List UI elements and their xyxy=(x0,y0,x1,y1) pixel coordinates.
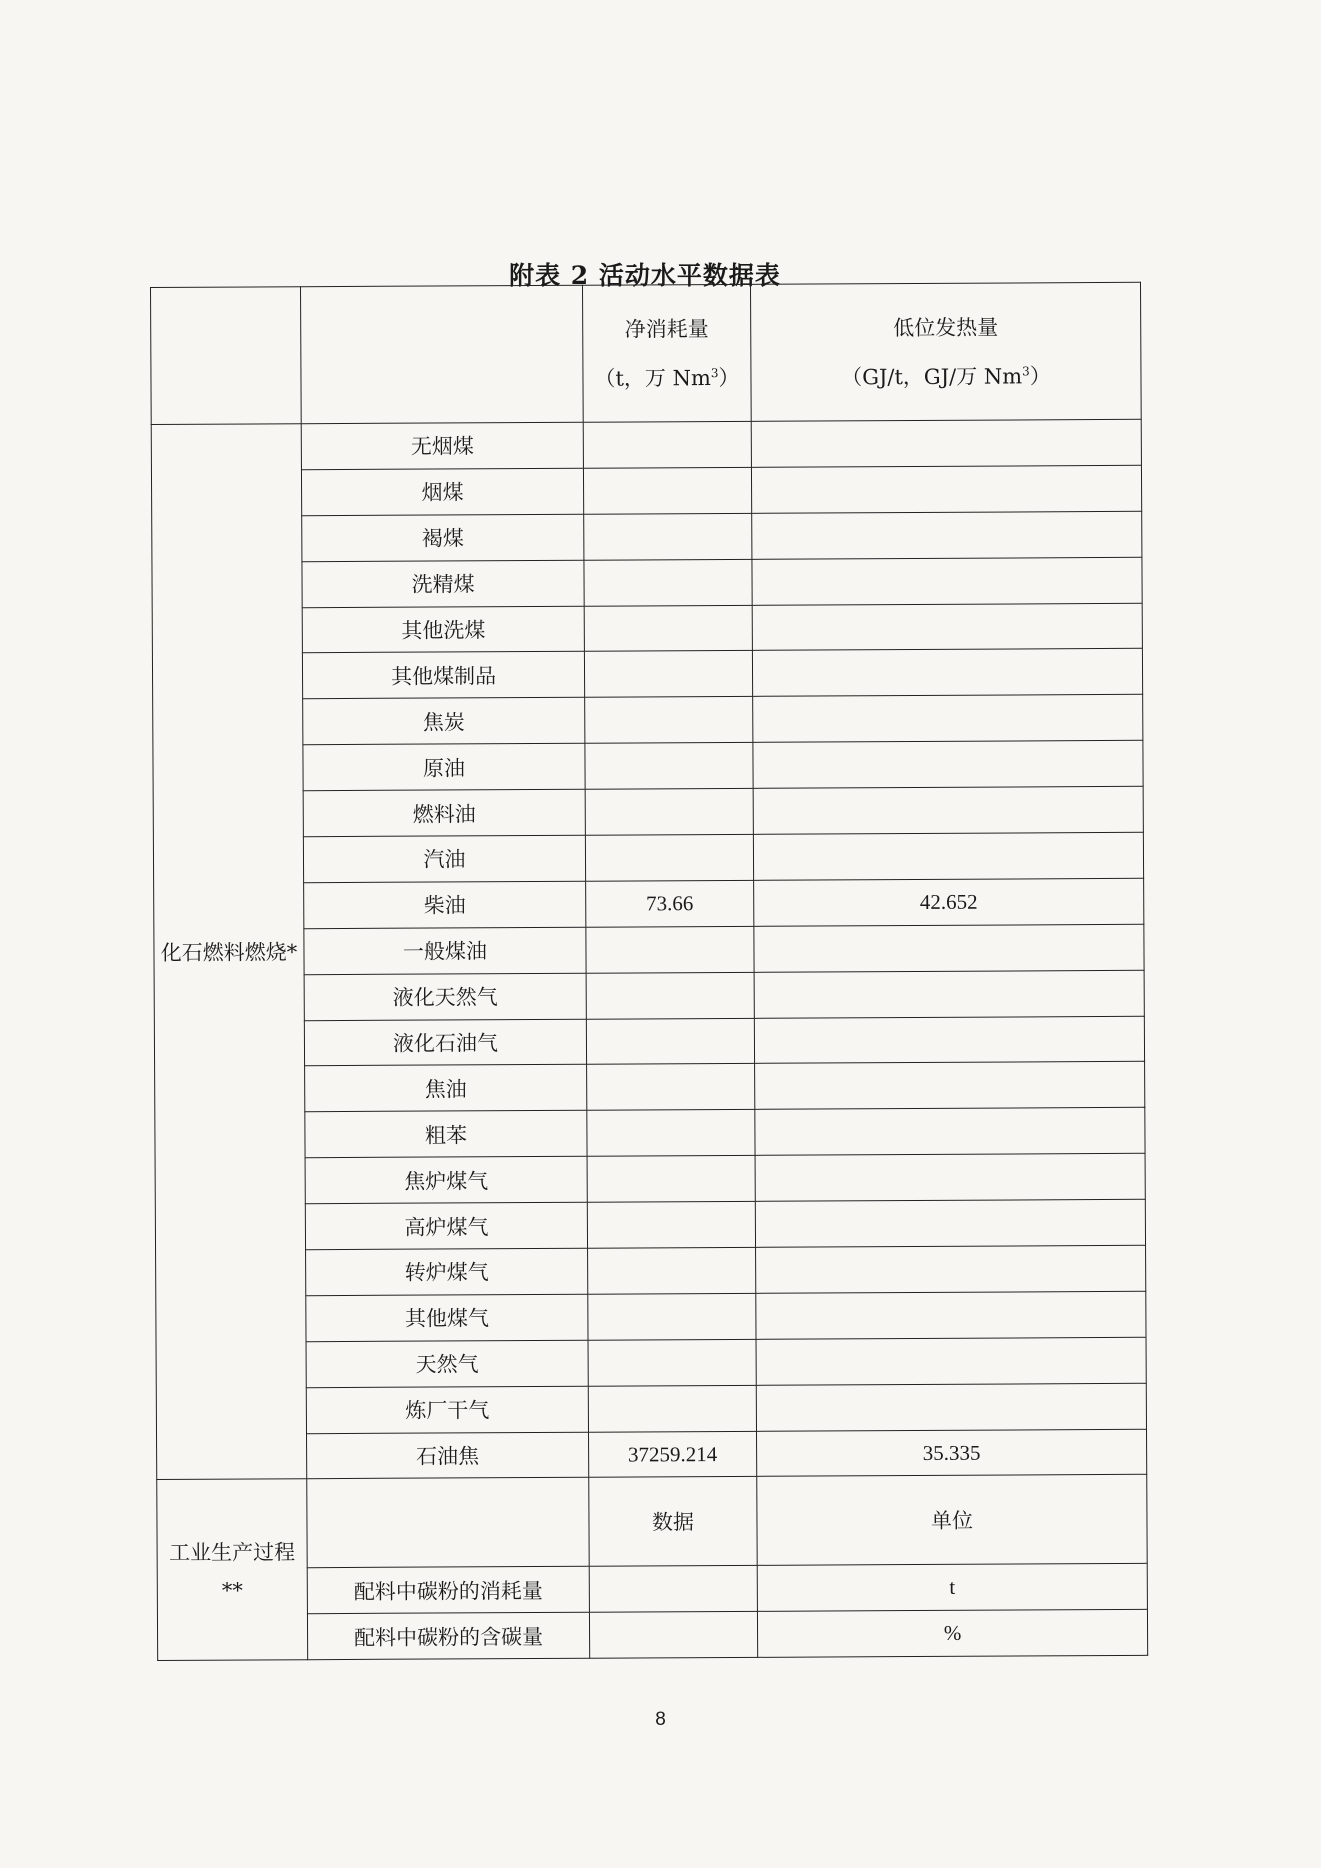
heat-value-cell xyxy=(756,1245,1146,1293)
table-row xyxy=(151,419,1141,470)
fuel-name-cell: 汽油 xyxy=(303,835,585,882)
heat-value-cell xyxy=(755,1108,1145,1156)
heat-value-cell xyxy=(756,1383,1146,1431)
consumption-cell xyxy=(588,1385,756,1432)
fuel-name-cell: 焦炭 xyxy=(303,698,585,745)
page-number: 8 xyxy=(655,1709,666,1730)
heat-value-cell xyxy=(752,603,1142,651)
consumption-cell xyxy=(585,834,753,881)
heat-value-cell xyxy=(756,1291,1146,1339)
heat-value-cell xyxy=(755,1062,1145,1110)
consumption-cell xyxy=(584,605,752,652)
fuel-name-cell: 柴油 xyxy=(304,881,586,928)
consumption-cell xyxy=(587,1201,755,1248)
fuel-name-cell: 焦油 xyxy=(305,1065,587,1112)
consumption-cell xyxy=(585,788,753,835)
consumption-unit-text: （t，万 Nm xyxy=(594,365,711,391)
fuel-name-cell: 焦炉煤气 xyxy=(305,1156,587,1203)
header-consumption-label: 净消耗量 xyxy=(624,316,709,342)
heat-value-cell xyxy=(753,695,1143,743)
industrial-header-unit: 单位 xyxy=(757,1475,1147,1566)
industrial-header-row xyxy=(157,1475,1147,1569)
process-unit-cell: t xyxy=(757,1564,1147,1612)
consumption-cell xyxy=(585,697,753,744)
consumption-unit-sup: 3 xyxy=(710,365,719,380)
heat-value-cell xyxy=(751,419,1141,467)
heat-value-cell xyxy=(751,465,1141,513)
heat-value-cell: 35.335 xyxy=(756,1429,1146,1477)
fuel-name-cell: 一般煤油 xyxy=(304,927,586,974)
fuel-name-cell: 炼厂干气 xyxy=(306,1386,588,1433)
fuel-name-cell: 粗苯 xyxy=(305,1111,587,1158)
industrial-label-mark: ** xyxy=(221,1578,243,1604)
consumption-cell xyxy=(583,467,751,514)
category-industrial-process xyxy=(157,1479,308,1661)
table-body xyxy=(151,282,1148,1660)
consumption-cell xyxy=(588,1339,756,1386)
heat-value-cell xyxy=(756,1337,1146,1385)
fuel-name-cell: 燃料油 xyxy=(303,789,585,836)
process-data-cell xyxy=(589,1566,757,1613)
heat-unit-sup: 3 xyxy=(1022,363,1030,378)
fuel-name-cell: 褐煤 xyxy=(302,514,584,561)
consumption-cell xyxy=(588,1293,756,1340)
heat-value-cell xyxy=(753,832,1143,880)
process-data-cell xyxy=(589,1612,757,1659)
consumption-unit-close: ） xyxy=(718,365,740,390)
process-item-cell: 配料中碳粉的消耗量 xyxy=(307,1567,589,1614)
consumption-cell xyxy=(583,421,751,468)
heat-value-cell: 42.652 xyxy=(754,878,1144,926)
heat-value-cell xyxy=(753,786,1143,834)
consumption-cell xyxy=(584,651,752,698)
heat-value-cell xyxy=(754,970,1144,1018)
header-consumption-unit xyxy=(583,350,750,400)
consumption-cell xyxy=(584,559,752,606)
consumption-cell xyxy=(586,926,754,973)
fuel-name-cell: 无烟煤 xyxy=(301,422,583,469)
heat-unit-close: ） xyxy=(1029,363,1051,388)
consumption-cell xyxy=(586,972,754,1019)
consumption-cell xyxy=(588,1247,756,1294)
consumption-cell xyxy=(587,1064,755,1111)
heat-unit-text: （GJ/t，GJ/万 Nm xyxy=(841,363,1023,389)
fuel-name-cell: 液化石油气 xyxy=(304,1019,586,1066)
header-row xyxy=(151,282,1142,424)
industrial-header-data: 数据 xyxy=(589,1477,757,1567)
heat-value-cell xyxy=(755,1199,1145,1247)
heat-value-cell xyxy=(752,511,1142,559)
header-blank-category xyxy=(151,287,302,425)
heat-value-cell xyxy=(754,924,1144,972)
header-consumption xyxy=(582,284,751,422)
category-fossil-fuel-combustion: 化石燃料燃烧* xyxy=(151,424,307,1480)
fuel-name-cell: 烟煤 xyxy=(301,468,583,515)
table-title: 附表 2 活动水平数据表 xyxy=(509,261,781,290)
consumption-cell xyxy=(587,1110,755,1157)
header-blank-item xyxy=(301,285,584,423)
fuel-name-cell: 液化天然气 xyxy=(304,973,586,1020)
header-heat-unit xyxy=(751,348,1140,399)
fuel-name-cell: 石油焦 xyxy=(307,1432,589,1479)
heat-value-cell xyxy=(753,741,1143,789)
process-item-cell: 配料中碳粉的含碳量 xyxy=(307,1613,589,1660)
consumption-cell xyxy=(585,743,753,790)
fuel-name-cell: 天然气 xyxy=(306,1340,588,1387)
heat-value-cell xyxy=(752,557,1142,605)
heat-value-cell xyxy=(754,1016,1144,1064)
fuel-name-cell: 高炉煤气 xyxy=(305,1202,587,1249)
consumption-cell: 73.66 xyxy=(586,880,754,927)
fuel-name-cell: 其他煤制品 xyxy=(302,652,584,699)
fuel-name-cell: 其他煤气 xyxy=(306,1294,588,1341)
consumption-cell xyxy=(587,1156,755,1203)
fuel-name-cell: 转炉煤气 xyxy=(306,1248,588,1295)
activity-data-table xyxy=(150,282,1148,1661)
process-unit-cell: % xyxy=(757,1610,1147,1658)
fuel-name-cell: 原油 xyxy=(303,743,585,790)
heat-value-cell xyxy=(752,649,1142,697)
consumption-cell: 37259.214 xyxy=(589,1431,757,1478)
heat-value-cell xyxy=(755,1154,1145,1202)
header-heat-value xyxy=(750,282,1141,421)
consumption-cell xyxy=(584,513,752,560)
fuel-name-cell: 其他洗煤 xyxy=(302,606,584,653)
industrial-header-blank xyxy=(307,1478,589,1568)
industrial-label: 工业生产过程 xyxy=(169,1540,296,1566)
header-heat-label: 低位发热量 xyxy=(893,315,999,340)
consumption-cell xyxy=(586,1018,754,1065)
red-seal-stamp xyxy=(1292,1410,1316,1680)
fuel-name-cell: 洗精煤 xyxy=(302,560,584,607)
